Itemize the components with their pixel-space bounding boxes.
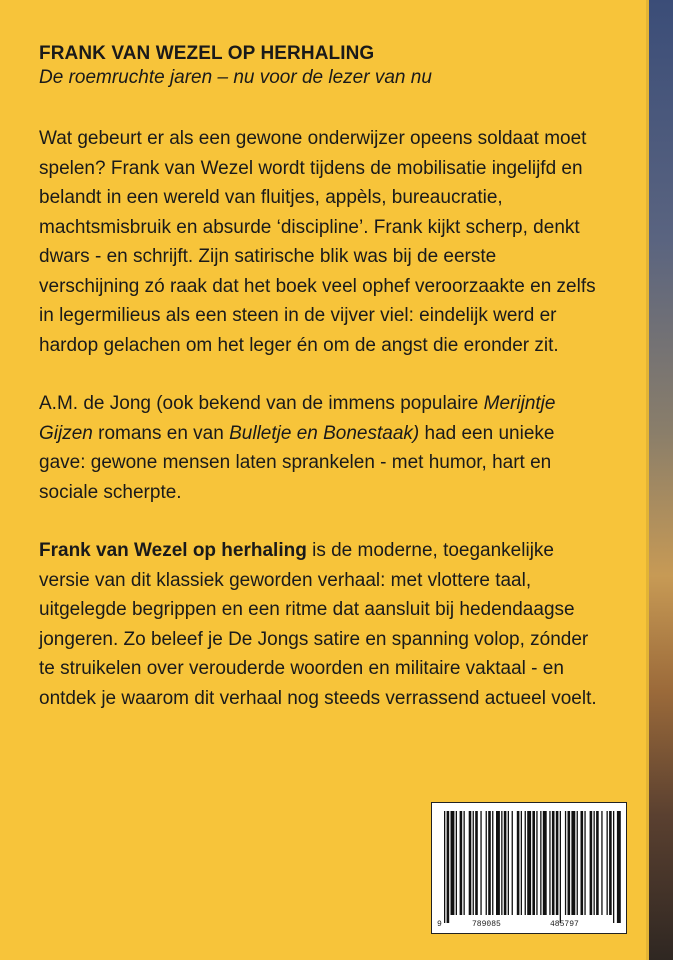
- barcode-digits-right: 485797: [550, 920, 579, 929]
- barcode-bar: [473, 811, 474, 915]
- barcode-bar: [543, 811, 547, 915]
- barcode-bar: [488, 811, 491, 915]
- barcode-bar: [456, 811, 457, 915]
- barcode-bar: [568, 811, 571, 915]
- blurb-paragraph-2: [39, 389, 599, 507]
- paragraph-2-text: romans en van: [92, 422, 230, 444]
- barcode-bar: [552, 811, 555, 915]
- barcode-digit-first: 9: [437, 920, 442, 929]
- barcode-bar: [540, 811, 541, 915]
- barcode-bar: [596, 811, 599, 915]
- barcode-bar: [577, 811, 578, 915]
- barcode-bar: [469, 811, 472, 915]
- barcode-bar: [536, 811, 537, 915]
- barcode-bar: [512, 811, 513, 915]
- barcode-bar: [480, 811, 481, 915]
- barcode-bar: [460, 811, 463, 915]
- series-title-merijntje: Merijntje Gijzen: [39, 393, 556, 444]
- series-title-bulletje: Bulletje en Bonestaak): [229, 422, 420, 444]
- barcode-bar: [517, 811, 520, 915]
- barcode-bar: [601, 811, 602, 915]
- barcode-bar: [613, 811, 614, 923]
- barcode-bar: [549, 811, 550, 915]
- barcode-bar: [464, 811, 465, 915]
- blurb-paragraph-3: [39, 536, 599, 713]
- barcode-bar: [486, 811, 487, 915]
- barcode-bar: [447, 811, 450, 923]
- barcode-bar: [571, 811, 575, 915]
- barcode-bar: [565, 811, 566, 915]
- book-title: FRANK VAN WEZEL OP HERHALING: [39, 43, 375, 64]
- back-cover-text: [39, 42, 599, 742]
- barcode-bar: [556, 811, 559, 915]
- barcode-bar: [475, 811, 478, 915]
- barcode-bar: [508, 811, 509, 915]
- barcode-bar: [590, 811, 593, 915]
- barcode-bar: [594, 811, 595, 915]
- barcode-bars: [432, 803, 626, 933]
- paragraph-2-text: had een unieke gave: gewone mensen laten sprankelen - met humor, hart en sociale scherpte.: [39, 422, 555, 503]
- blurb-paragraph-1: Wat gebeurt er als een gewone onderwijzer opeens soldaat moet spelen? Frank van Wezel wordt tijdens de mobilisatie ingelijfd en belandt in een wereld van fluitjes, appèls, bureaucratie, machtsmisbruik en absurde ‘discipline’. Frank kijkt scherp, denkt dwars - en schrijft. Zijn satirische blik was bij de eerste verschijning zó raak dat het boek veel ophef veroorzaakte en zelfs in legermilieus als een steen in de vijver viel: eindelijk werd er hardop gelachen om het leger én om de angst die eronder zit.: [39, 128, 596, 356]
- barcode-bar: [504, 811, 507, 915]
- paragraph-2-text: A.M. de Jong (ook bekend van de immens populaire: [39, 393, 484, 414]
- barcode-bar: [607, 811, 608, 915]
- book-subtitle: De roemruchte jaren – nu voor de lezer van nu: [39, 67, 432, 88]
- barcode-bar: [521, 811, 522, 915]
- isbn-barcode: [431, 802, 627, 934]
- barcode-bar: [617, 811, 621, 923]
- book-title-inline: Frank van Wezel op herhaling: [39, 540, 307, 561]
- barcode-bar: [444, 811, 445, 923]
- barcode-bar: [584, 811, 585, 915]
- barcode-bar: [581, 811, 584, 915]
- barcode-bar: [532, 811, 535, 915]
- paragraph-3-text: is de moderne, toegankelijke versie van dit klassiek geworden verhaal: met vlottere taal, uitgelegde begrippen en een ritme dat aansluit bij hedendaagse jongeren. Zo beleef je De Jongs satire en spanning volop, zónder te struikelen over verouderde woorden en militaire vaktaal - en ontdek je waarom dit verhaal nog steeds verrassend actueel voelt.: [39, 540, 597, 709]
- barcode-bar: [527, 811, 531, 915]
- barcode-bar: [609, 811, 612, 915]
- barcode-bar: [501, 811, 502, 915]
- barcode-bar: [492, 811, 493, 915]
- barcode-digits-left: 789085: [472, 920, 501, 929]
- barcode-bar: [496, 811, 500, 915]
- barcode-bar: [525, 811, 526, 915]
- cover-spine-artwork: [649, 0, 673, 960]
- barcode-bar: [451, 811, 455, 915]
- barcode-bar: [560, 811, 561, 923]
